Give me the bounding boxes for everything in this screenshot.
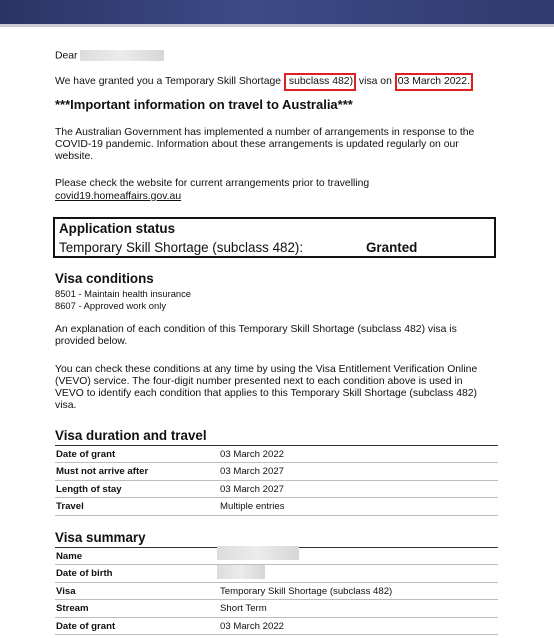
document-header-bar <box>0 0 554 24</box>
grant-date-text: 03 March 2022. <box>397 76 470 87</box>
grant-sentence <box>55 73 473 91</box>
highlight-subclass <box>284 73 356 91</box>
visa-conditions-title: Visa conditions <box>55 271 154 286</box>
row-label: Length of stay <box>56 483 122 495</box>
condition-item: 8501 - Maintain health insurance <box>55 288 192 299</box>
table-row <box>55 583 498 600</box>
visa-grant-letter <box>0 27 554 638</box>
application-status-title: Application status <box>59 221 176 236</box>
row-label: Stream <box>56 603 89 615</box>
vevo-line-3: VEVO to identify each condition that applies to this Temporary Skill Shortage (subclass 482) <box>55 388 478 399</box>
table-row <box>55 463 498 480</box>
subclass-text: subclass 482) <box>288 76 354 87</box>
grant-prefix: We have granted you a Temporary Skill Shortage <box>55 76 284 87</box>
application-status-box <box>53 217 496 258</box>
table-row <box>55 618 498 635</box>
row-label: Name <box>56 551 83 562</box>
grant-middle: visa on <box>356 76 395 87</box>
greeting-text: Dear <box>55 50 78 62</box>
visa-duration-table <box>55 445 498 516</box>
vevo-line-4: visa. <box>55 400 77 411</box>
condition-item: 8607 - Approved work only <box>55 300 167 311</box>
table-row <box>55 498 498 515</box>
table-row <box>55 548 498 565</box>
vevo-line-2: (VEVO) service. The four-digit number presented next to each condition above is used in <box>55 376 463 387</box>
redacted-name-value <box>217 546 299 560</box>
row-value: 03 March 2027 <box>220 466 284 478</box>
visa-summary-title: Visa summary <box>55 530 146 545</box>
row-label: Must not arrive after <box>56 466 149 478</box>
covid-line-2: COVID-19 pandemic. Information about these arrangements is updated regularly on our <box>55 139 459 150</box>
redacted-name <box>80 50 164 61</box>
row-value: Short Term <box>220 603 267 615</box>
row-value: Multiple entries <box>220 501 285 513</box>
visa-duration-title: Visa duration and travel <box>55 428 207 443</box>
application-status-name: Temporary Skill Shortage (subclass 482): <box>59 240 304 255</box>
covid-line-3: website. <box>55 151 94 162</box>
table-row <box>55 600 498 617</box>
covid-website-link[interactable]: covid19.homeaffairs.gov.au <box>55 191 182 202</box>
redacted-birthdate-value <box>217 565 265 579</box>
greeting-line <box>55 50 164 63</box>
explanation-line-2: provided below. <box>55 336 128 347</box>
row-label: Travel <box>56 501 84 513</box>
row-label: Date of grant <box>56 620 116 632</box>
table-row <box>55 446 498 463</box>
row-value: 03 March 2022 <box>220 449 284 460</box>
row-label: Date of birth <box>56 568 113 580</box>
important-heading: ***Important information on travel to Australia*** <box>55 97 353 112</box>
row-value: 03 March 2022 <box>220 620 284 632</box>
visa-summary-table <box>55 547 498 635</box>
table-row <box>55 565 498 582</box>
highlight-grant-date <box>395 73 473 91</box>
covid-line-1: The Australian Government has implemented a number of arrangements in response to the <box>55 127 475 138</box>
row-value: Temporary Skill Shortage (subclass 482) <box>220 585 393 597</box>
row-label: Date of grant <box>56 449 116 460</box>
application-status-value: Granted <box>366 240 418 255</box>
check-line: Please check the website for current arrangements prior to travelling <box>55 178 370 189</box>
row-label: Visa <box>56 585 76 597</box>
row-value: 03 March 2027 <box>220 483 284 495</box>
vevo-line-1: You can check these conditions at any time by using the Visa Entitlement Verification Online <box>55 364 478 375</box>
explanation-line-1: An explanation of each condition of this Temporary Skill Shortage (subclass 482) visa is <box>55 324 457 335</box>
table-row <box>55 481 498 498</box>
